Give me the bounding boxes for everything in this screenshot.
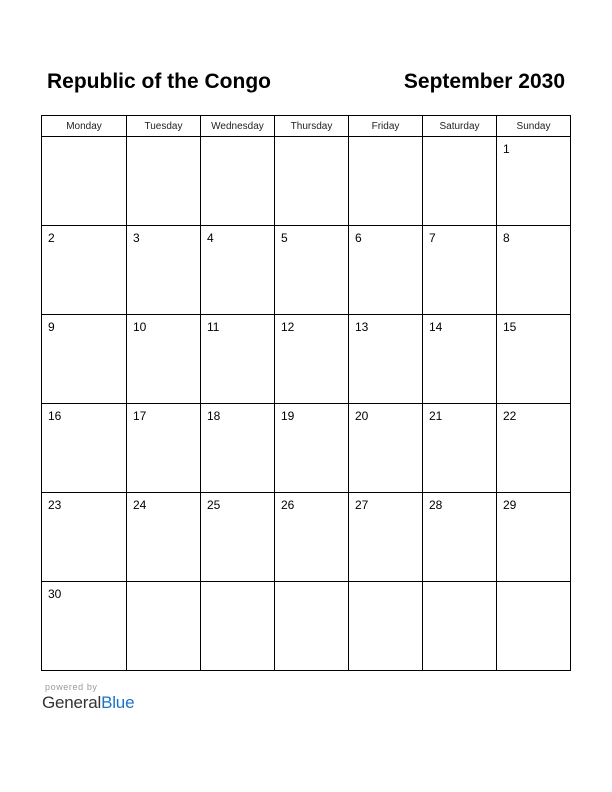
day-cell (275, 493, 349, 582)
day-cell (275, 226, 349, 315)
day-cell (349, 315, 423, 404)
day-cell (201, 226, 275, 315)
weekday-tuesday: Tuesday (127, 116, 201, 137)
day-cell (423, 404, 497, 493)
day-cell (127, 315, 201, 404)
day-number (127, 137, 200, 142)
day-cell (201, 404, 275, 493)
day-number: 18 (207, 409, 221, 423)
day-number (275, 137, 348, 142)
weekday-wednesday: Wednesday (201, 116, 275, 137)
day-cell (201, 137, 275, 226)
day-cell (127, 404, 201, 493)
day-number: 1 (503, 142, 510, 156)
day-cell (42, 404, 127, 493)
day-number (349, 582, 422, 587)
day-number: 9 (48, 320, 55, 334)
day-number (423, 582, 496, 587)
day-cell (275, 582, 349, 671)
day-cell (201, 315, 275, 404)
day-cell (423, 493, 497, 582)
day-number (201, 582, 274, 587)
day-number: 23 (48, 498, 62, 512)
day-cell (349, 404, 423, 493)
day-cell (127, 582, 201, 671)
day-cell (42, 226, 127, 315)
week-row (42, 315, 571, 404)
day-number (42, 137, 126, 142)
day-number: 15 (503, 320, 517, 334)
day-number: 10 (133, 320, 147, 334)
day-number: 12 (281, 320, 295, 334)
day-cell (349, 226, 423, 315)
weekday-sunday: Sunday (497, 116, 571, 137)
day-number: 21 (429, 409, 443, 423)
day-number (127, 582, 200, 587)
day-number: 6 (355, 231, 362, 245)
day-cell (127, 226, 201, 315)
day-cell (497, 315, 571, 404)
day-cell (42, 137, 127, 226)
day-number: 25 (207, 498, 221, 512)
day-cell (423, 315, 497, 404)
day-cell (42, 315, 127, 404)
day-cell (42, 582, 127, 671)
weekday-thursday: Thursday (275, 116, 349, 137)
day-cell (349, 137, 423, 226)
day-cell (497, 226, 571, 315)
day-cell (423, 137, 497, 226)
weekday-saturday: Saturday (423, 116, 497, 137)
day-number: 4 (207, 231, 214, 245)
day-number: 26 (281, 498, 295, 512)
weekday-header-row (42, 116, 571, 137)
day-number: 28 (429, 498, 443, 512)
week-row (42, 404, 571, 493)
week-row (42, 582, 571, 671)
country-title: Republic of the Congo (47, 70, 271, 93)
day-number: 20 (355, 409, 369, 423)
day-number: 19 (281, 409, 295, 423)
day-cell (127, 493, 201, 582)
day-cell (42, 493, 127, 582)
day-number: 3 (133, 231, 140, 245)
weekday-friday: Friday (349, 116, 423, 137)
day-number: 2 (48, 231, 55, 245)
week-row (42, 493, 571, 582)
day-number (275, 582, 348, 587)
day-number: 7 (429, 231, 436, 245)
day-number (201, 137, 274, 142)
month-year-title: September 2030 (403, 70, 565, 93)
day-cell (349, 582, 423, 671)
day-cell (497, 582, 571, 671)
day-number (497, 582, 570, 587)
day-cell (201, 582, 275, 671)
day-cell (497, 137, 571, 226)
brand-blue: Blue (101, 693, 135, 712)
day-number: 29 (503, 498, 517, 512)
day-cell (423, 226, 497, 315)
day-cell (497, 493, 571, 582)
day-number (423, 137, 496, 142)
brand-general: General (42, 693, 102, 712)
day-cell (497, 404, 571, 493)
calendar-header (47, 70, 565, 100)
day-cell (275, 315, 349, 404)
day-cell (201, 493, 275, 582)
week-row (42, 137, 571, 226)
generalblue-logo[interactable] (42, 693, 134, 713)
day-cell (127, 137, 201, 226)
day-number: 8 (503, 231, 510, 245)
day-number: 17 (133, 409, 147, 423)
day-number: 30 (48, 587, 62, 601)
weekday-monday: Monday (42, 116, 127, 137)
day-number: 14 (429, 320, 443, 334)
day-number: 22 (503, 409, 517, 423)
day-cell (349, 493, 423, 582)
day-number: 5 (281, 231, 288, 245)
day-number: 16 (48, 409, 62, 423)
day-number: 24 (133, 498, 147, 512)
day-cell (275, 404, 349, 493)
calendar-grid (41, 115, 571, 671)
footer-branding (42, 682, 134, 713)
week-row (42, 226, 571, 315)
day-number: 13 (355, 320, 369, 334)
day-number: 11 (207, 320, 220, 334)
powered-by-text: powered by (45, 682, 98, 692)
day-cell (423, 582, 497, 671)
day-number: 27 (355, 498, 369, 512)
day-number (349, 137, 422, 142)
day-cell (275, 137, 349, 226)
